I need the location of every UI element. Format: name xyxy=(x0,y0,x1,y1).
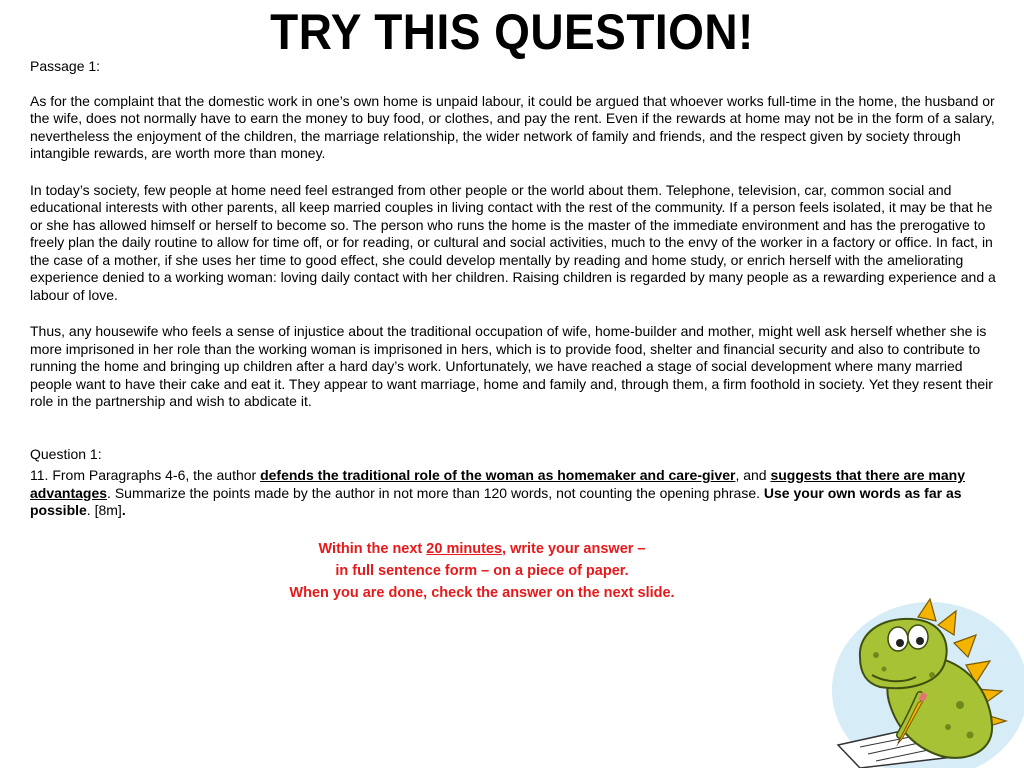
instruction-line-1-end: , write your answer – xyxy=(502,540,646,557)
pupil-left xyxy=(896,639,904,647)
question-connector: , and xyxy=(735,467,771,483)
instruction-time-limit: 20 minutes xyxy=(426,540,503,557)
question-text xyxy=(30,467,1004,520)
dinosaur-eye-right xyxy=(908,625,928,649)
instruction-line-3: When you are done, check the answer on the next slide. xyxy=(289,584,675,601)
pupil-right xyxy=(916,637,924,645)
passage-paragraph-2: In today’s society, few people at home need feel estranged from other people or the world about them. Telephone, television, car, common social and educational interests with other parents, all keep married couples in living contact with the rest of the community. If a person feels isolated, it may be that he or she has allowed himself or herself to become so. The person who runs the home is the master of the immediate environment and has the prerogative to freely plan the daily routine to allow for time off, or for reading, or cultural and social activities, much to the envy of the worker in a factory or office. In fact, in the case of a mother, if she uses her time to good effect, she could develop mentally by reading and home study, or enrich herself with the ameliorating experience denied to a working woman: loving daily contact with her children. Raising children is regarded by many people as a rewarding experience and a labour of love. xyxy=(30,181,996,303)
instruction-line-1-start: Within the next xyxy=(318,540,427,557)
passage-label: Passage 1: xyxy=(30,58,101,74)
passage-paragraph-3: Thus, any housewife who feels a sense of injustice about the traditional occupation of wife, home-builder and mother, might well ask herself whether she is more imprisoned in her role than the working woman is imprisoned in hers, which is to provide food, shelter and financial security and also to contribute to running the home and bringing up children after a hard day’s work. Unfortunately, we have reached a stage of social development where many married people want to have their cake and eat it. They appear to want marriage, home and family and, through them, a firm foothold in society. Yet they resent their role in the partnership and wish to abdicate it. xyxy=(30,323,993,409)
question-emphasis-defends: defends the traditional role of the woman as homemaker and care-giver xyxy=(260,467,736,483)
dinosaur-eye-left xyxy=(888,627,908,651)
question-marks: . [8m] xyxy=(86,502,122,518)
instruction-line-1 xyxy=(0,538,1004,560)
instruction-line-2: in full sentence form – on a piece of paper. xyxy=(335,562,629,579)
question-emphasis-own-words: Use your own words as far as possible xyxy=(30,484,962,518)
question-emphasis-suggests: suggests that there are many advantages xyxy=(30,467,965,501)
document-body xyxy=(30,58,1004,604)
page-title: TRY THIS QUESTION! xyxy=(270,4,754,60)
question-end: . xyxy=(121,502,126,518)
instructions-block xyxy=(0,538,1004,604)
passage-paragraph-1: As for the complaint that the domestic work in one’s own home is unpaid labour, it could be argued that whoever works full-time in the home, the husband or the wife, does not normally have to earn the money to buy food, or clothes, and pay the rent. Even if the rewards at home may not be in the form of a salary, nevertheless the enjoyment of the children, the marriage relationship, the wider network of family and friends, and the respect given by society through intangible rewards, are worth more than money. xyxy=(30,92,995,161)
dinosaur-writing-illustration xyxy=(820,595,1024,768)
question-label: Question 1: xyxy=(30,445,102,462)
question-instruction: . Summarize the points made by the author in not more than 120 words, not counting the opening phrase. xyxy=(107,484,764,501)
question-prefix: 11. From Paragraphs 4-6, the author xyxy=(30,467,261,483)
